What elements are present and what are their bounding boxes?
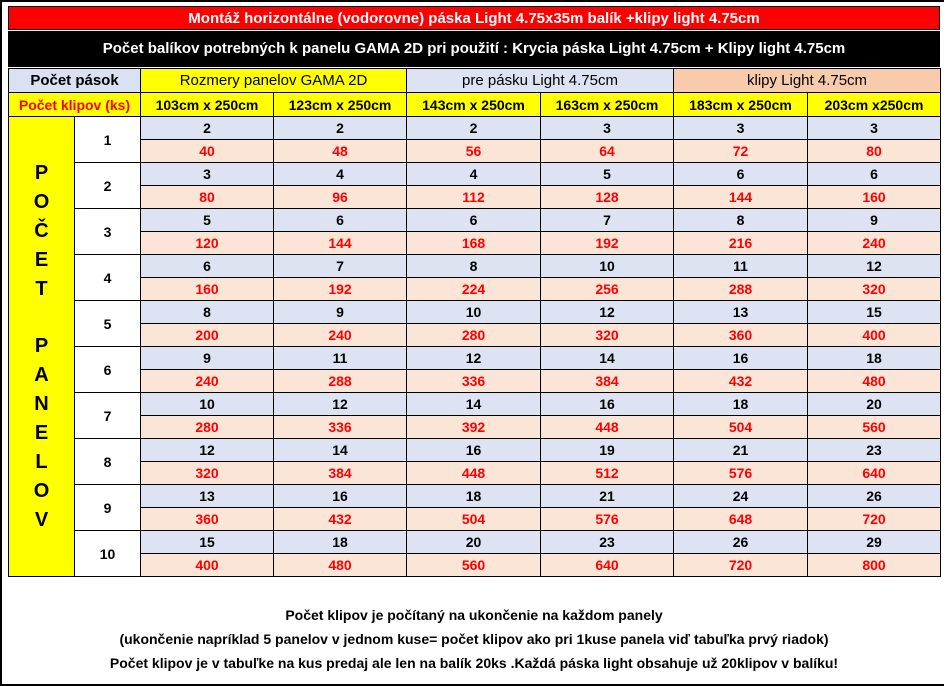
klipy-cell: 360: [141, 508, 274, 531]
klipy-cell: 576: [541, 508, 674, 531]
pasok-cell: 21: [541, 485, 674, 508]
klipy-cell: 144: [674, 186, 808, 209]
pasok-cell: 16: [407, 439, 541, 462]
group-header-klipy: klipy Light 4.75cm: [674, 69, 941, 93]
footer-note-3: Počet klipov je v tabuľke na kus predaj ale len na balík 20ks .Každá páska light obsahuje už 20klipov v balíku!: [109, 655, 839, 671]
klipy-cell: 480: [808, 370, 941, 393]
pasok-cell: 20: [808, 393, 941, 416]
klipy-cell: 240: [141, 370, 274, 393]
table-row-klipy: [9, 324, 941, 347]
table-row-pasok: [9, 439, 941, 462]
pasok-cell: 7: [274, 255, 407, 278]
klipy-cell: 504: [407, 508, 541, 531]
panel-count: 2: [75, 163, 141, 209]
table-row-pasok: [9, 117, 941, 140]
table-row-pasok: [9, 255, 941, 278]
footer-note-2: (ukončenie napríklad 5 panelov v jednom kuse= počet klipov ako pri 1kuse panela viď tabuľka prvý riadok): [119, 631, 829, 647]
table-row-klipy: [9, 462, 941, 485]
size-header-4: 163cm x 250cm: [541, 93, 674, 117]
size-header-1: 103cm x 250cm: [141, 93, 274, 117]
table-row-klipy: [9, 140, 941, 163]
klipy-cell: 192: [541, 232, 674, 255]
pasok-cell: 4: [274, 163, 407, 186]
pasok-cell: 29: [808, 531, 941, 554]
klipy-cell: 448: [541, 416, 674, 439]
pasok-cell: 10: [407, 301, 541, 324]
side-letter: A: [34, 363, 49, 386]
klipy-cell: 160: [808, 186, 941, 209]
pasok-cell: 6: [141, 255, 274, 278]
pasok-cell: 13: [674, 301, 808, 324]
group-header-pasok: pre pásku Light 4.75cm: [407, 69, 674, 93]
klipy-cell: 392: [407, 416, 541, 439]
klipy-cell: 576: [674, 462, 808, 485]
pasok-cell: 20: [407, 531, 541, 554]
klipy-cell: 112: [407, 186, 541, 209]
side-letter: E: [34, 248, 49, 271]
pasok-cell: 2: [274, 117, 407, 140]
panel-count: 6: [75, 347, 141, 393]
klipy-cell: 80: [808, 140, 941, 163]
pasok-cell: 8: [141, 301, 274, 324]
pasok-cell: 16: [674, 347, 808, 370]
label-pocet-klipov: Počet klipov (ks): [9, 93, 141, 117]
pasok-cell: 24: [674, 485, 808, 508]
pasok-cell: 16: [274, 485, 407, 508]
pasok-cell: 23: [808, 439, 941, 462]
klipy-cell: 560: [407, 554, 541, 577]
klipy-cell: 432: [674, 370, 808, 393]
pasok-cell: 8: [407, 255, 541, 278]
pasok-cell: 18: [808, 347, 941, 370]
pasok-cell: 10: [141, 393, 274, 416]
klipy-cell: 288: [674, 278, 808, 301]
footer-notes: [8, 598, 940, 684]
pasok-cell: 14: [274, 439, 407, 462]
table-row-klipy: [9, 232, 941, 255]
table-row-klipy: [9, 416, 941, 439]
klipy-cell: 400: [141, 554, 274, 577]
page-title: Montáž horizontálne (vodorovne) páska Light 4.75x35m balík +klipy light 4.75cm: [8, 6, 940, 30]
klipy-cell: 360: [674, 324, 808, 347]
side-letter: P: [34, 161, 49, 184]
pasok-cell: 21: [674, 439, 808, 462]
pasok-cell: 6: [274, 209, 407, 232]
table-row-pasok: [9, 209, 941, 232]
klipy-cell: 160: [141, 278, 274, 301]
panel-count: 10: [75, 531, 141, 577]
klipy-cell: 240: [274, 324, 407, 347]
pasok-cell: 15: [808, 301, 941, 324]
klipy-cell: 128: [541, 186, 674, 209]
pasok-cell: 11: [274, 347, 407, 370]
side-label-pocet-panelov: [9, 117, 75, 577]
klipy-cell: 64: [541, 140, 674, 163]
size-header-6: 203cm x250cm: [808, 93, 941, 117]
panel-count: 9: [75, 485, 141, 531]
pasok-cell: 26: [674, 531, 808, 554]
klipy-cell: 72: [674, 140, 808, 163]
klipy-cell: 168: [407, 232, 541, 255]
side-letter: Č: [34, 219, 49, 242]
panel-count: 5: [75, 301, 141, 347]
klipy-cell: 216: [674, 232, 808, 255]
pasok-cell: 26: [808, 485, 941, 508]
side-letter: O: [33, 479, 50, 502]
klipy-cell: 320: [141, 462, 274, 485]
panel-count: 4: [75, 255, 141, 301]
size-header-3: 143cm x 250cm: [407, 93, 541, 117]
klipy-cell: 96: [274, 186, 407, 209]
pasok-cell: 18: [407, 485, 541, 508]
side-letter: L: [35, 450, 48, 473]
table-row-klipy: [9, 186, 941, 209]
klipy-cell: 280: [141, 416, 274, 439]
footer-note-1: Počet klipov je počítaný na ukončenie na každom panely: [285, 607, 663, 623]
side-letter: O: [33, 190, 50, 213]
table-row-klipy: [9, 554, 941, 577]
table-row-pasok: [9, 301, 941, 324]
side-letter: V: [34, 508, 49, 531]
klipy-cell: 144: [274, 232, 407, 255]
klipy-cell: 448: [407, 462, 541, 485]
pasok-cell: 12: [407, 347, 541, 370]
klipy-cell: 336: [407, 370, 541, 393]
klipy-cell: 384: [274, 462, 407, 485]
pasok-cell: 23: [541, 531, 674, 554]
table-row-klipy: [9, 370, 941, 393]
pasok-cell: 14: [541, 347, 674, 370]
pasok-cell: 3: [674, 117, 808, 140]
klipy-cell: 40: [141, 140, 274, 163]
pasok-cell: 12: [141, 439, 274, 462]
pasok-cell: 6: [407, 209, 541, 232]
klipy-cell: 224: [407, 278, 541, 301]
klipy-cell: 256: [541, 278, 674, 301]
label-pocet-pasok: Počet pások: [9, 69, 141, 93]
pasok-cell: 19: [541, 439, 674, 462]
pasok-cell: 2: [141, 117, 274, 140]
table-row-pasok: [9, 531, 941, 554]
pasok-cell: 11: [674, 255, 808, 278]
klipy-cell: 432: [274, 508, 407, 531]
pasok-cell: 18: [274, 531, 407, 554]
klipy-cell: 512: [541, 462, 674, 485]
klipy-cell: 560: [808, 416, 941, 439]
pasok-cell: 14: [407, 393, 541, 416]
table-row-klipy: [9, 508, 941, 531]
pasok-cell: 10: [541, 255, 674, 278]
klipy-cell: 56: [407, 140, 541, 163]
pasok-cell: 5: [141, 209, 274, 232]
pasok-cell: 2: [407, 117, 541, 140]
pasok-cell: 5: [541, 163, 674, 186]
table-row-pasok: [9, 485, 941, 508]
klipy-cell: 480: [274, 554, 407, 577]
klipy-cell: 640: [808, 462, 941, 485]
klipy-cell: 800: [808, 554, 941, 577]
klipy-cell: 48: [274, 140, 407, 163]
pasok-cell: 3: [141, 163, 274, 186]
pasok-cell: 12: [274, 393, 407, 416]
size-header-5: 183cm x 250cm: [674, 93, 808, 117]
klipy-cell: 648: [674, 508, 808, 531]
klipy-cell: 720: [674, 554, 808, 577]
klipy-cell: 280: [407, 324, 541, 347]
klipy-cell: 200: [141, 324, 274, 347]
pasok-cell: 3: [541, 117, 674, 140]
klipy-cell: 640: [541, 554, 674, 577]
pasok-cell: 6: [808, 163, 941, 186]
pasok-cell: 9: [808, 209, 941, 232]
panel-count: 7: [75, 393, 141, 439]
pasok-cell: 8: [674, 209, 808, 232]
side-letter: T: [35, 277, 48, 300]
klipy-cell: 288: [274, 370, 407, 393]
klipy-cell: 320: [808, 278, 941, 301]
pasok-cell: 9: [141, 347, 274, 370]
klipy-cell: 384: [541, 370, 674, 393]
klipy-cell: 400: [808, 324, 941, 347]
pasok-cell: 7: [541, 209, 674, 232]
klipy-cell: 240: [808, 232, 941, 255]
table-row-pasok: [9, 347, 941, 370]
table-row-pasok: [9, 163, 941, 186]
group-header-sizes: Rozmery panelov GAMA 2D: [141, 69, 407, 93]
pasok-cell: 12: [541, 301, 674, 324]
pasok-cell: 13: [141, 485, 274, 508]
side-letter: E: [34, 421, 49, 444]
size-header-2: 123cm x 250cm: [274, 93, 407, 117]
pasok-cell: 12: [808, 255, 941, 278]
side-letter: N: [34, 392, 49, 415]
pasok-cell: 18: [674, 393, 808, 416]
klipy-cell: 192: [274, 278, 407, 301]
klipy-cell: 120: [141, 232, 274, 255]
pasok-cell: 15: [141, 531, 274, 554]
table-row-pasok: [9, 393, 941, 416]
klipy-cell: 336: [274, 416, 407, 439]
pasok-cell: 4: [407, 163, 541, 186]
side-letter: P: [34, 334, 49, 357]
panel-count: 3: [75, 209, 141, 255]
panel-count: 1: [75, 117, 141, 163]
pasok-cell: 9: [274, 301, 407, 324]
klipy-cell: 504: [674, 416, 808, 439]
pasok-cell: 3: [808, 117, 941, 140]
packages-table: [8, 68, 941, 577]
klipy-cell: 720: [808, 508, 941, 531]
page-subtitle: Počet balíkov potrebných k panelu GAMA 2D pri použití : Krycia páska Light 4.75cm + Klipy light 4.75cm: [8, 31, 940, 67]
panel-count: 8: [75, 439, 141, 485]
pasok-cell: 6: [674, 163, 808, 186]
table-row-klipy: [9, 278, 941, 301]
klipy-cell: 320: [541, 324, 674, 347]
klipy-cell: 80: [141, 186, 274, 209]
pasok-cell: 16: [541, 393, 674, 416]
